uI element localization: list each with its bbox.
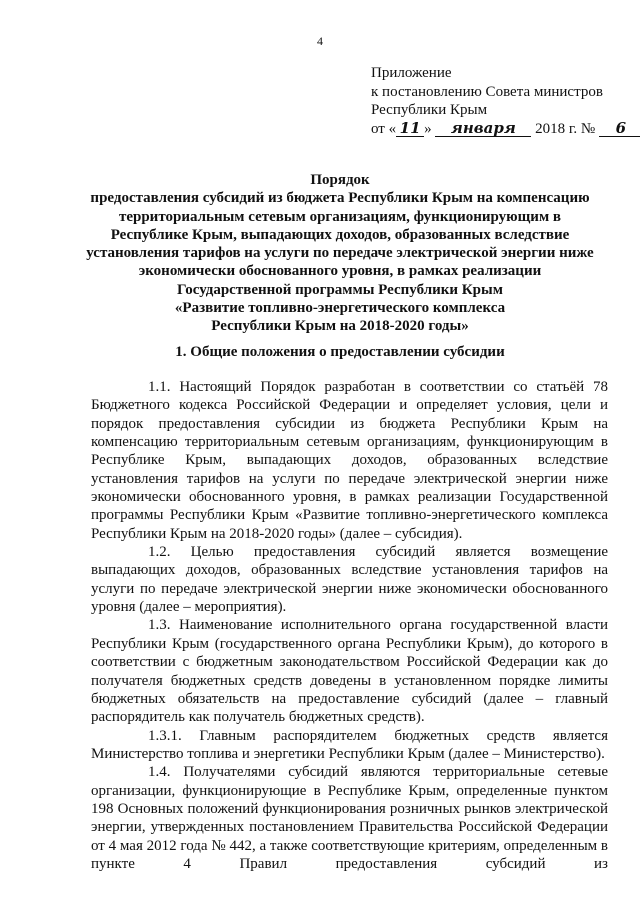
title-line: территориальным сетевым организациям, функционирующим в [118, 208, 562, 225]
paragraph-1-3-1: 1.3.1. Главным распорядителем бюджетных средств является Министерство топлива и энергетики Республики Крым (далее – Министерство). [91, 727, 608, 762]
title-line: «Развитие топливно-энергетического комплекса [174, 300, 506, 317]
paragraph-1-1: 1.1. Настоящий Порядок разработан в соответствии со статьёй 78 Бюджетного кодекса Российской Федерации и определяет условия, цели и порядок предоставления субсидии из бюджета Республики Крым на компенсацию территориальным сетевым организациям, функционирующим в Республике Крым, выпадающих доходов, образованных вследствие установления тарифов на услуги по передаче электрической энергии ниже экономически обоснованного уровня, в рамках реализации Государственной программы Республики Крым «Развитие топливно-энергетического комплекса Республики Крым на 2018-2020 годы» (далее – субсидия). [91, 379, 608, 542]
title-line: установления тарифов на услуги по передаче электрической энергии ниже [86, 245, 594, 262]
date-prefix: от « [371, 120, 397, 137]
paragraph-1-2: 1.2. Целью предоставления субсидий является возмещение выпадающих доходов, образованных вследствие установления тарифов на услуги по передаче электрической энергии ниже экономически обоснованного уровня (далее – мероприятия). [91, 544, 608, 616]
paragraph-1-4: 1.4. Получателями субсидий являются территориальные сетевые организации, функционирующие в Республике Крым, определенные пунктом 198 Основных положений функционирования розничных рынков электрической энергии, утвержденных постановлением Правительства Российской Федерации от 4 мая 2012 года № 442, а также соответствующие критериям, определенным в пункте 4 Правил предоставления субсидий из [91, 764, 608, 872]
year-text: 2018 г. № [535, 120, 596, 137]
document-title [70, 171, 610, 336]
title-heading: Порядок [310, 172, 370, 188]
appendix-line-1: Приложение [371, 65, 452, 81]
handwritten-number: 6 [599, 120, 640, 137]
appendix-line-2: к постановлению Совета министров [371, 83, 603, 100]
page-number: 4 [317, 34, 323, 48]
date-mid: » [424, 120, 432, 137]
paragraph-1-3: 1.3. Наименование исполнительного органа государственной власти Республики Крым (государственного органа Республики Крым), до которого в соответствии с бюджетным законодательством Российской Федерации как до получателя бюджетных средств доведены в установленном порядке лимиты бюджетных обязательств на предоставление субсидий (далее – главный распорядитель как получатель бюджетных средств). [91, 617, 608, 726]
title-line: Республике Крым, выпадающих доходов, образованных вследствие [110, 226, 570, 243]
title-line: Государственной программы Республики Крым [177, 281, 503, 298]
body-text [91, 378, 608, 873]
handwritten-day: 11 [396, 120, 424, 137]
section-heading: 1. Общие положения о предоставлении субсидии [175, 344, 505, 360]
appendix-block [371, 64, 631, 138]
title-line: экономически обоснованного уровня, в рамках реализации [138, 263, 542, 280]
title-line: Республики Крым на 2018-2020 годы» [211, 318, 469, 335]
title-line: предоставления субсидий из бюджета Республики Крым на компенсацию [90, 190, 590, 207]
handwritten-month: января [435, 120, 531, 137]
appendix-line-3: Республики Крым [371, 102, 488, 118]
appendix-date-line [371, 120, 631, 139]
